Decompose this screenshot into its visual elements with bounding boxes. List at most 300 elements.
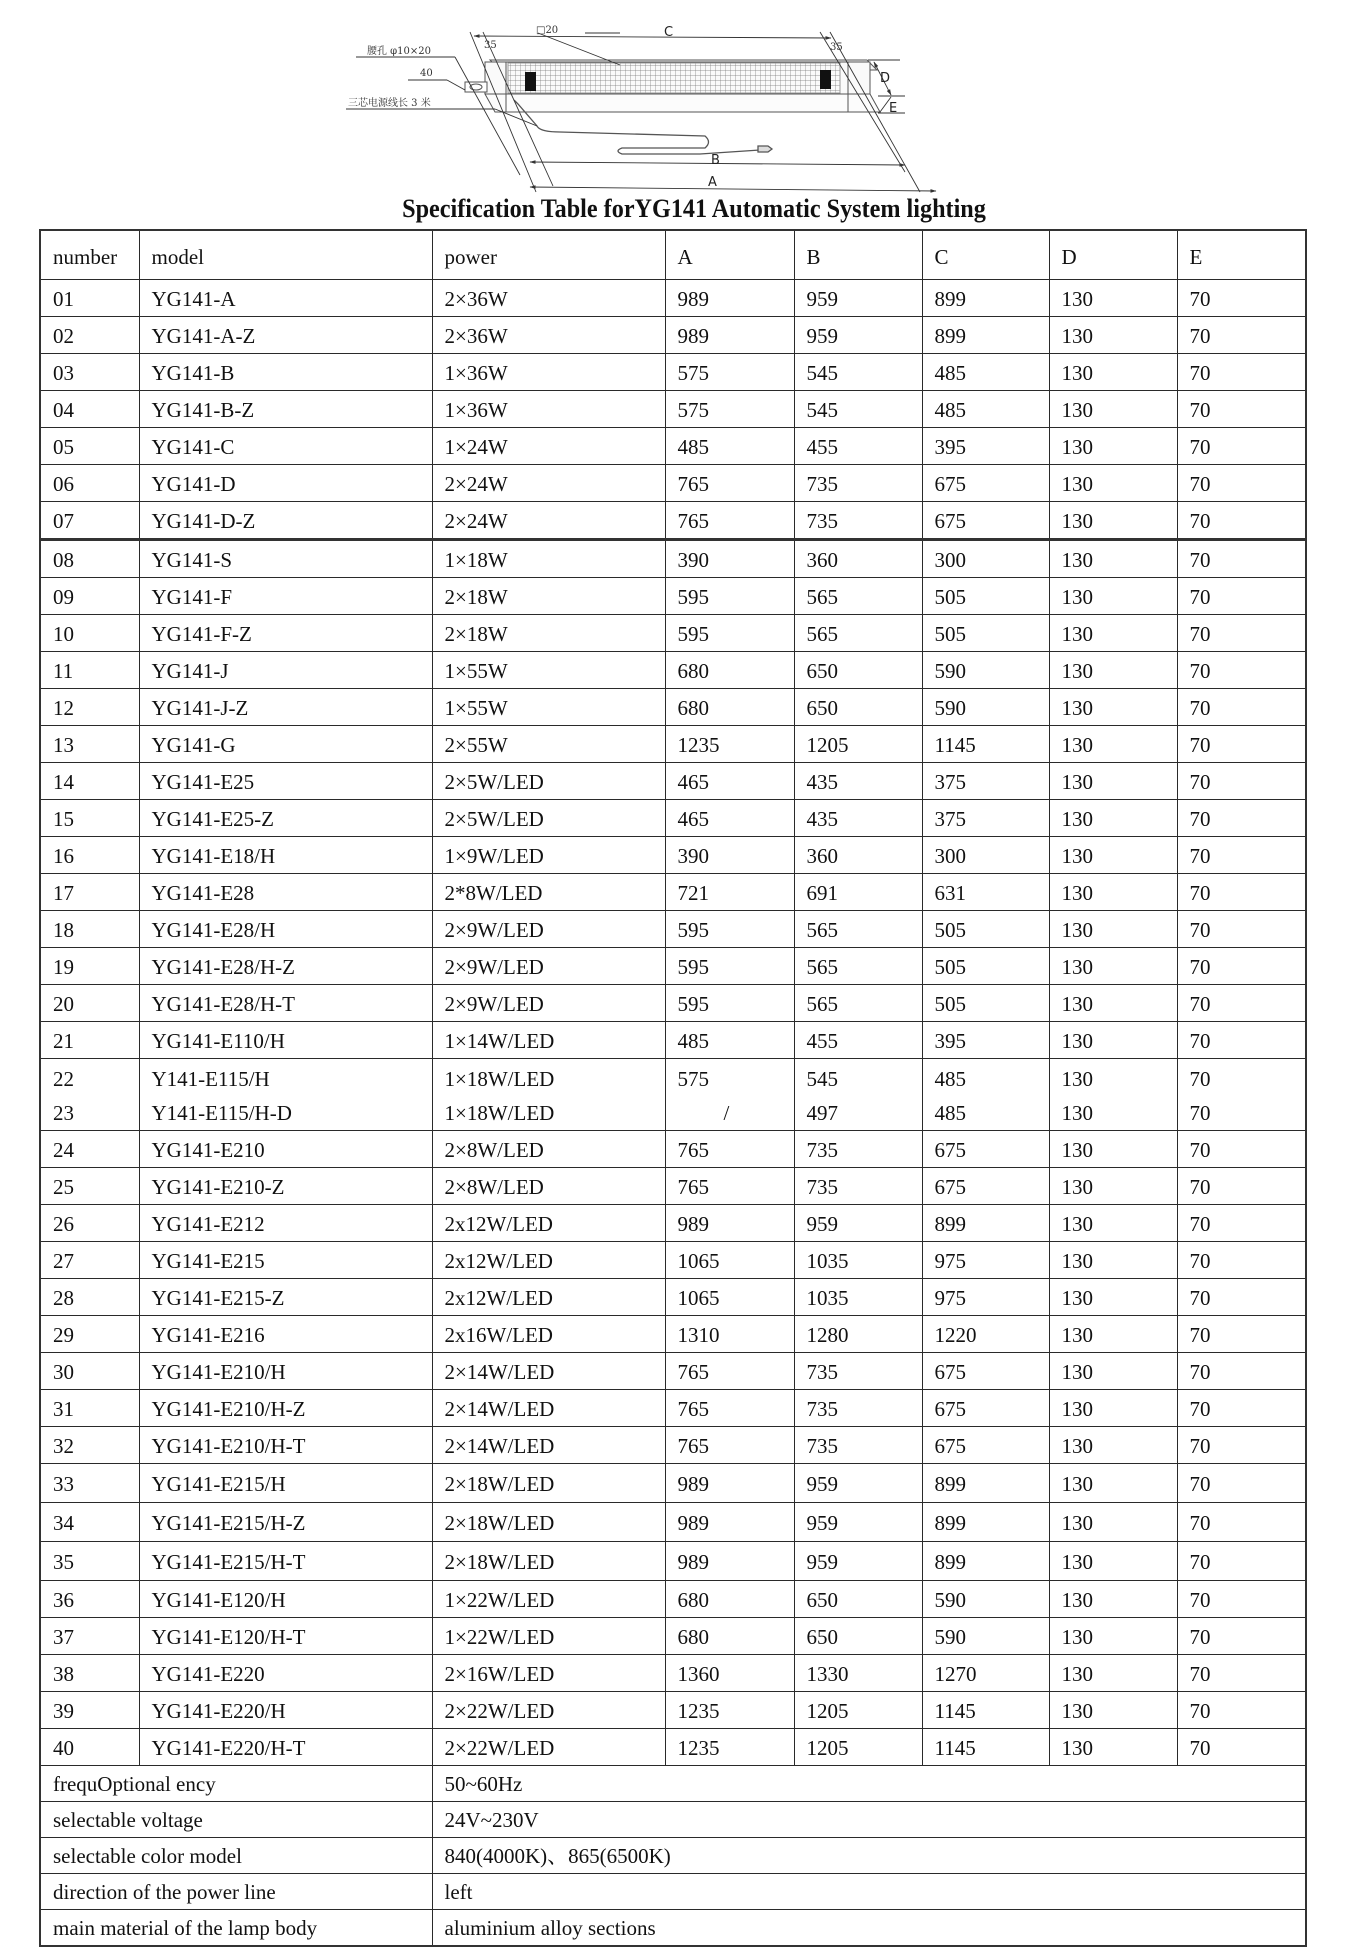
cell-d: 130 bbox=[1049, 1542, 1177, 1581]
cell-power: 2x16W/LED bbox=[432, 1316, 665, 1353]
table-row bbox=[40, 763, 1306, 800]
table-row bbox=[40, 465, 1306, 502]
cell-c: 1145 bbox=[922, 1692, 1049, 1729]
table-row bbox=[40, 1618, 1306, 1655]
cell-e: 70 bbox=[1177, 726, 1306, 763]
cell-c: 675 bbox=[922, 1168, 1049, 1205]
table-row bbox=[40, 948, 1306, 985]
table-row bbox=[40, 1655, 1306, 1692]
cell-power: 1×55W bbox=[432, 689, 665, 726]
cell-number: 38 bbox=[40, 1655, 139, 1692]
table-row bbox=[40, 1692, 1306, 1729]
header-model: model bbox=[139, 230, 432, 280]
cell-d: 130 bbox=[1049, 800, 1177, 837]
cell-d: 130 bbox=[1049, 615, 1177, 652]
cell-e: 70 bbox=[1177, 502, 1306, 540]
cell-number: 04 bbox=[40, 391, 139, 428]
cell-power: 2×18W/LED bbox=[432, 1542, 665, 1581]
footer-value: 24V~230V bbox=[432, 1802, 1306, 1838]
cell-d: 130 bbox=[1049, 1131, 1177, 1168]
cell-number: 39 bbox=[40, 1692, 139, 1729]
cell-d: 130 bbox=[1049, 428, 1177, 465]
cell-power: 2*8W/LED bbox=[432, 874, 665, 911]
cell-e: 70 bbox=[1177, 874, 1306, 911]
cell-model: YG141-E215-Z bbox=[139, 1279, 432, 1316]
cell-a: 595 bbox=[665, 948, 794, 985]
cell-e bbox=[1177, 1059, 1306, 1131]
cell-b: 565 bbox=[794, 911, 922, 948]
cell-b: 1330 bbox=[794, 1655, 922, 1692]
cell-power: 2×8W/LED bbox=[432, 1168, 665, 1205]
cell-d: 130 bbox=[1049, 1464, 1177, 1503]
cell-power: 2×16W/LED bbox=[432, 1655, 665, 1692]
cell-c: 631 bbox=[922, 874, 1049, 911]
cell-e: 70 bbox=[1177, 1316, 1306, 1353]
cell-c: 300 bbox=[922, 837, 1049, 874]
cell-a: 1235 bbox=[665, 1692, 794, 1729]
cell-d: 130 bbox=[1049, 540, 1177, 578]
cell-d: 130 bbox=[1049, 1581, 1177, 1618]
cell-model: YG141-A-Z bbox=[139, 317, 432, 354]
cell-c: 485 bbox=[922, 354, 1049, 391]
cell-a: 765 bbox=[665, 1353, 794, 1390]
cell-number: 06 bbox=[40, 465, 139, 502]
cell-number: 07 bbox=[40, 502, 139, 540]
cell-number: 40 bbox=[40, 1729, 139, 1766]
cell-e: 70 bbox=[1177, 1205, 1306, 1242]
cell-b: 735 bbox=[794, 465, 922, 502]
cell-b: 650 bbox=[794, 652, 922, 689]
cell-model: YG141-F-Z bbox=[139, 615, 432, 652]
cell-power: 1×9W/LED bbox=[432, 837, 665, 874]
cell-a: 989 bbox=[665, 280, 794, 317]
cell-model: YG141-E210-Z bbox=[139, 1168, 432, 1205]
cell-c: 395 bbox=[922, 428, 1049, 465]
cell-c: 505 bbox=[922, 985, 1049, 1022]
cell-a: 595 bbox=[665, 615, 794, 652]
cell-line: 497 bbox=[806, 1101, 838, 1125]
cell-line: 485 bbox=[934, 1067, 966, 1091]
cell-model: YG141-E210 bbox=[139, 1131, 432, 1168]
cell-number: 02 bbox=[40, 317, 139, 354]
cell-d: 130 bbox=[1049, 578, 1177, 615]
spec-footer-row bbox=[40, 1910, 1306, 1947]
cell-c: 375 bbox=[922, 800, 1049, 837]
cell-power: 2×36W bbox=[432, 317, 665, 354]
cell-a: 1310 bbox=[665, 1316, 794, 1353]
cell-d: 130 bbox=[1049, 911, 1177, 948]
table-row bbox=[40, 1059, 1306, 1131]
cell-b: 565 bbox=[794, 578, 922, 615]
cell-a: 989 bbox=[665, 1503, 794, 1542]
cell-number: 18 bbox=[40, 911, 139, 948]
table-footer bbox=[40, 1766, 1306, 1947]
cell-d: 130 bbox=[1049, 391, 1177, 428]
table-row bbox=[40, 317, 1306, 354]
spec-footer-row bbox=[40, 1766, 1306, 1802]
cell-e: 70 bbox=[1177, 615, 1306, 652]
cell-e: 70 bbox=[1177, 837, 1306, 874]
cell-b: 565 bbox=[794, 948, 922, 985]
cell-a: 680 bbox=[665, 689, 794, 726]
cell-d: 130 bbox=[1049, 1316, 1177, 1353]
cell-model: YG141-E28/H-Z bbox=[139, 948, 432, 985]
table-row bbox=[40, 1427, 1306, 1464]
table-row bbox=[40, 578, 1306, 615]
table-row bbox=[40, 726, 1306, 763]
cell-b: 1205 bbox=[794, 1692, 922, 1729]
cell-model: YG141-J bbox=[139, 652, 432, 689]
cell-d: 130 bbox=[1049, 1729, 1177, 1766]
cell-e: 70 bbox=[1177, 1692, 1306, 1729]
cell-a: 1235 bbox=[665, 726, 794, 763]
cell-model: YG141-D bbox=[139, 465, 432, 502]
footer-label: selectable color model bbox=[40, 1838, 432, 1874]
cell-e: 70 bbox=[1177, 1503, 1306, 1542]
table-row bbox=[40, 652, 1306, 689]
cell-b: 565 bbox=[794, 615, 922, 652]
cell-model: YG141-S bbox=[139, 540, 432, 578]
cell-a: 595 bbox=[665, 578, 794, 615]
cell-line: 575 bbox=[677, 1067, 709, 1091]
cell-line: 1×18W/LED bbox=[444, 1067, 555, 1091]
cell-c: 1220 bbox=[922, 1316, 1049, 1353]
cell-number bbox=[40, 1059, 139, 1131]
cell-c: 505 bbox=[922, 911, 1049, 948]
cell-number: 09 bbox=[40, 578, 139, 615]
table-row bbox=[40, 985, 1306, 1022]
table-row bbox=[40, 1022, 1306, 1059]
cell-c: 675 bbox=[922, 1390, 1049, 1427]
cell-power: 2×36W bbox=[432, 280, 665, 317]
cell-number: 20 bbox=[40, 985, 139, 1022]
cell-model: YG141-E28/H bbox=[139, 911, 432, 948]
cell-power: 2×55W bbox=[432, 726, 665, 763]
cell-e: 70 bbox=[1177, 428, 1306, 465]
cell-b: 1035 bbox=[794, 1279, 922, 1316]
cell-model: YG141-E220/H-T bbox=[139, 1729, 432, 1766]
cell-c: 590 bbox=[922, 689, 1049, 726]
footer-label: frequOptional ency bbox=[40, 1766, 432, 1802]
cell-d: 130 bbox=[1049, 1279, 1177, 1316]
cell-b: 735 bbox=[794, 1390, 922, 1427]
cell-e: 70 bbox=[1177, 465, 1306, 502]
cell-a: 989 bbox=[665, 1205, 794, 1242]
cell-d: 130 bbox=[1049, 763, 1177, 800]
cell-a: 465 bbox=[665, 763, 794, 800]
cell-line: 22 bbox=[53, 1067, 74, 1091]
table-header-row bbox=[40, 230, 1306, 280]
cell-b: 1205 bbox=[794, 1729, 922, 1766]
cell-e: 70 bbox=[1177, 985, 1306, 1022]
cell-e: 70 bbox=[1177, 1168, 1306, 1205]
cell-c: 1270 bbox=[922, 1655, 1049, 1692]
cell-model: YG141-E120/H bbox=[139, 1581, 432, 1618]
cell-a: 765 bbox=[665, 1131, 794, 1168]
cell-d: 130 bbox=[1049, 1353, 1177, 1390]
cell-power: 1×24W bbox=[432, 428, 665, 465]
cell-d: 130 bbox=[1049, 1168, 1177, 1205]
offset-40-label: 40 bbox=[420, 68, 433, 79]
cell-c: 485 bbox=[922, 391, 1049, 428]
end-cap-right-label: 35 bbox=[830, 42, 843, 53]
dim-label-b: B bbox=[711, 153, 720, 168]
cell-model: YG141-J-Z bbox=[139, 689, 432, 726]
dim-label-e: E bbox=[889, 101, 898, 116]
cell-c: 505 bbox=[922, 948, 1049, 985]
cell-c: 899 bbox=[922, 1542, 1049, 1581]
cell-b: 650 bbox=[794, 689, 922, 726]
spec-footer-row bbox=[40, 1802, 1306, 1838]
cell-c: 1145 bbox=[922, 726, 1049, 763]
cell-b: 959 bbox=[794, 1503, 922, 1542]
cell-power: 2×9W/LED bbox=[432, 985, 665, 1022]
slot-hole-label: 腰孔 φ10×20 bbox=[367, 46, 432, 57]
cell-number: 28 bbox=[40, 1279, 139, 1316]
cell-a: 680 bbox=[665, 1618, 794, 1655]
cell-power: 2×18W bbox=[432, 615, 665, 652]
cell-number: 30 bbox=[40, 1353, 139, 1390]
cell-b: 650 bbox=[794, 1581, 922, 1618]
cell-e: 70 bbox=[1177, 1022, 1306, 1059]
cell-c: 899 bbox=[922, 1205, 1049, 1242]
cell-c: 675 bbox=[922, 1353, 1049, 1390]
cell-b: 1205 bbox=[794, 726, 922, 763]
cell-a: 680 bbox=[665, 1581, 794, 1618]
cell-e: 70 bbox=[1177, 1131, 1306, 1168]
cell-b: 1035 bbox=[794, 1242, 922, 1279]
header-power: power bbox=[432, 230, 665, 280]
cell-line: 485 bbox=[934, 1101, 966, 1125]
cell-line: 130 bbox=[1061, 1067, 1093, 1091]
header-number: number bbox=[40, 230, 139, 280]
table-row bbox=[40, 280, 1306, 317]
cell-number: 13 bbox=[40, 726, 139, 763]
cell-a: 575 bbox=[665, 391, 794, 428]
cell-b: 959 bbox=[794, 317, 922, 354]
cell-line: 130 bbox=[1061, 1101, 1093, 1125]
cell-e: 70 bbox=[1177, 540, 1306, 578]
table-row bbox=[40, 1542, 1306, 1581]
cell-c: 975 bbox=[922, 1279, 1049, 1316]
cell-d: 130 bbox=[1049, 465, 1177, 502]
cell-model: YG141-E220 bbox=[139, 1655, 432, 1692]
cell-d: 130 bbox=[1049, 985, 1177, 1022]
cell-c: 975 bbox=[922, 1242, 1049, 1279]
cell-d: 130 bbox=[1049, 280, 1177, 317]
cell-c: 675 bbox=[922, 1427, 1049, 1464]
cell-a: 485 bbox=[665, 1022, 794, 1059]
cell-model: YG141-B-Z bbox=[139, 391, 432, 428]
cell-b: 735 bbox=[794, 1427, 922, 1464]
cell-model: YG141-E28/H-T bbox=[139, 985, 432, 1022]
cell-b: 565 bbox=[794, 985, 922, 1022]
cell-d: 130 bbox=[1049, 652, 1177, 689]
cell-e: 70 bbox=[1177, 911, 1306, 948]
cell-number: 32 bbox=[40, 1427, 139, 1464]
cell-power: 1×55W bbox=[432, 652, 665, 689]
cell-number: 03 bbox=[40, 354, 139, 391]
cell-number: 24 bbox=[40, 1131, 139, 1168]
cell-number: 08 bbox=[40, 540, 139, 578]
cell-c: 899 bbox=[922, 1503, 1049, 1542]
cell-power: 1×18W bbox=[432, 540, 665, 578]
cell-line: / bbox=[723, 1101, 730, 1125]
table-row bbox=[40, 1390, 1306, 1427]
cell-model: YG141-E25-Z bbox=[139, 800, 432, 837]
cell-d: 130 bbox=[1049, 874, 1177, 911]
cell-b: 545 bbox=[794, 354, 922, 391]
table-row bbox=[40, 502, 1306, 540]
cell-b: 455 bbox=[794, 1022, 922, 1059]
cell-c: 1145 bbox=[922, 1729, 1049, 1766]
cell-model: YG141-E25 bbox=[139, 763, 432, 800]
cell-number: 26 bbox=[40, 1205, 139, 1242]
cell-b: 959 bbox=[794, 1464, 922, 1503]
table-row bbox=[40, 1729, 1306, 1766]
cell-b: 959 bbox=[794, 1205, 922, 1242]
cell-d: 130 bbox=[1049, 1242, 1177, 1279]
end-cap-left-label: 35 bbox=[484, 40, 497, 51]
cell-number: 31 bbox=[40, 1390, 139, 1427]
table-row bbox=[40, 1242, 1306, 1279]
cell-power: 2x12W/LED bbox=[432, 1279, 665, 1316]
cell-e: 70 bbox=[1177, 1390, 1306, 1427]
cell-a: 765 bbox=[665, 1427, 794, 1464]
header-e: E bbox=[1177, 230, 1306, 280]
table-row bbox=[40, 1316, 1306, 1353]
cell-a: 595 bbox=[665, 985, 794, 1022]
cell-e: 70 bbox=[1177, 317, 1306, 354]
cell-c: 505 bbox=[922, 615, 1049, 652]
cell-c: 675 bbox=[922, 1131, 1049, 1168]
dim-label-a: A bbox=[708, 175, 717, 190]
table-row bbox=[40, 1503, 1306, 1542]
cell-power: 1×36W bbox=[432, 354, 665, 391]
cell-number: 10 bbox=[40, 615, 139, 652]
cell-model: YG141-G bbox=[139, 726, 432, 763]
footer-label: selectable voltage bbox=[40, 1802, 432, 1838]
cell-a: 485 bbox=[665, 428, 794, 465]
cell-d: 130 bbox=[1049, 948, 1177, 985]
footer-value: 840(4000K)、865(6500K) bbox=[432, 1838, 1306, 1874]
cell-b: 735 bbox=[794, 502, 922, 540]
cell-e: 70 bbox=[1177, 1729, 1306, 1766]
cell-number: 36 bbox=[40, 1581, 139, 1618]
cell-c: 899 bbox=[922, 280, 1049, 317]
cell-c: 899 bbox=[922, 317, 1049, 354]
cell-e: 70 bbox=[1177, 578, 1306, 615]
cell-power: 2×14W/LED bbox=[432, 1353, 665, 1390]
footer-value: 50~60Hz bbox=[432, 1766, 1306, 1802]
cell-b: 959 bbox=[794, 1542, 922, 1581]
cell-a: 680 bbox=[665, 652, 794, 689]
lamp-body bbox=[465, 60, 880, 112]
cell-c: 395 bbox=[922, 1022, 1049, 1059]
cell-number: 01 bbox=[40, 280, 139, 317]
cell-d: 130 bbox=[1049, 726, 1177, 763]
table-row bbox=[40, 689, 1306, 726]
cell-power: 2×8W/LED bbox=[432, 1131, 665, 1168]
table-row bbox=[40, 540, 1306, 578]
dim-label-c: C bbox=[664, 25, 674, 40]
cell-b: 735 bbox=[794, 1131, 922, 1168]
cell-number: 35 bbox=[40, 1542, 139, 1581]
cell-number: 27 bbox=[40, 1242, 139, 1279]
table-row bbox=[40, 837, 1306, 874]
cell-model: YG141-E210/H-T bbox=[139, 1427, 432, 1464]
cell-power: 1×36W bbox=[432, 391, 665, 428]
cell-e: 70 bbox=[1177, 948, 1306, 985]
cell-b: 959 bbox=[794, 280, 922, 317]
cell-number: 15 bbox=[40, 800, 139, 837]
cell-a: 390 bbox=[665, 540, 794, 578]
cell-power: 2×5W/LED bbox=[432, 763, 665, 800]
spec-footer-row bbox=[40, 1838, 1306, 1874]
cell-model: YG141-E110/H bbox=[139, 1022, 432, 1059]
table-row bbox=[40, 1168, 1306, 1205]
cell-d bbox=[1049, 1059, 1177, 1131]
cell-d: 130 bbox=[1049, 1022, 1177, 1059]
cell-model: YG141-E216 bbox=[139, 1316, 432, 1353]
cell-line: 70 bbox=[1189, 1067, 1211, 1091]
cell-number: 33 bbox=[40, 1464, 139, 1503]
cell-a: 721 bbox=[665, 874, 794, 911]
table-row bbox=[40, 874, 1306, 911]
page-title: Specification Table forYG141 Automatic System lighting bbox=[402, 194, 986, 223]
cell-c: 300 bbox=[922, 540, 1049, 578]
cell-b: 435 bbox=[794, 763, 922, 800]
cell-e: 70 bbox=[1177, 1279, 1306, 1316]
table-row bbox=[40, 1205, 1306, 1242]
cell-a: 765 bbox=[665, 502, 794, 540]
table-row bbox=[40, 911, 1306, 948]
cell-power: 2×18W/LED bbox=[432, 1464, 665, 1503]
cell-model: YG141-E28 bbox=[139, 874, 432, 911]
cell-d: 130 bbox=[1049, 502, 1177, 540]
cell-power: 2×5W/LED bbox=[432, 800, 665, 837]
cell-number: 29 bbox=[40, 1316, 139, 1353]
cell-e: 70 bbox=[1177, 1242, 1306, 1279]
cell-power: 2x12W/LED bbox=[432, 1242, 665, 1279]
table-row bbox=[40, 1464, 1306, 1503]
cell-b: 735 bbox=[794, 1168, 922, 1205]
cell-c: 899 bbox=[922, 1464, 1049, 1503]
footer-value: aluminium alloy sections bbox=[432, 1910, 1306, 1947]
cell-b: 735 bbox=[794, 1353, 922, 1390]
cell-e: 70 bbox=[1177, 763, 1306, 800]
cell-model: YG141-E215/H-T bbox=[139, 1542, 432, 1581]
cell-a: 989 bbox=[665, 317, 794, 354]
cell-c: 675 bbox=[922, 465, 1049, 502]
cell-power: 2x12W/LED bbox=[432, 1205, 665, 1242]
cell-a: 1065 bbox=[665, 1279, 794, 1316]
cell-model: YG141-C bbox=[139, 428, 432, 465]
cell-model: YG141-E212 bbox=[139, 1205, 432, 1242]
header-b: B bbox=[794, 230, 922, 280]
cell-b: 360 bbox=[794, 540, 922, 578]
cell-b: 360 bbox=[794, 837, 922, 874]
table-row bbox=[40, 1353, 1306, 1390]
cell-e: 70 bbox=[1177, 1655, 1306, 1692]
cell-power: 2×9W/LED bbox=[432, 911, 665, 948]
grid-size-label: □20 bbox=[536, 25, 559, 36]
lamp-dimension-diagram bbox=[0, 0, 1357, 200]
cell-c: 590 bbox=[922, 1581, 1049, 1618]
cell-e: 70 bbox=[1177, 1353, 1306, 1390]
cell-a: 390 bbox=[665, 837, 794, 874]
cell-model: YG141-E120/H-T bbox=[139, 1618, 432, 1655]
